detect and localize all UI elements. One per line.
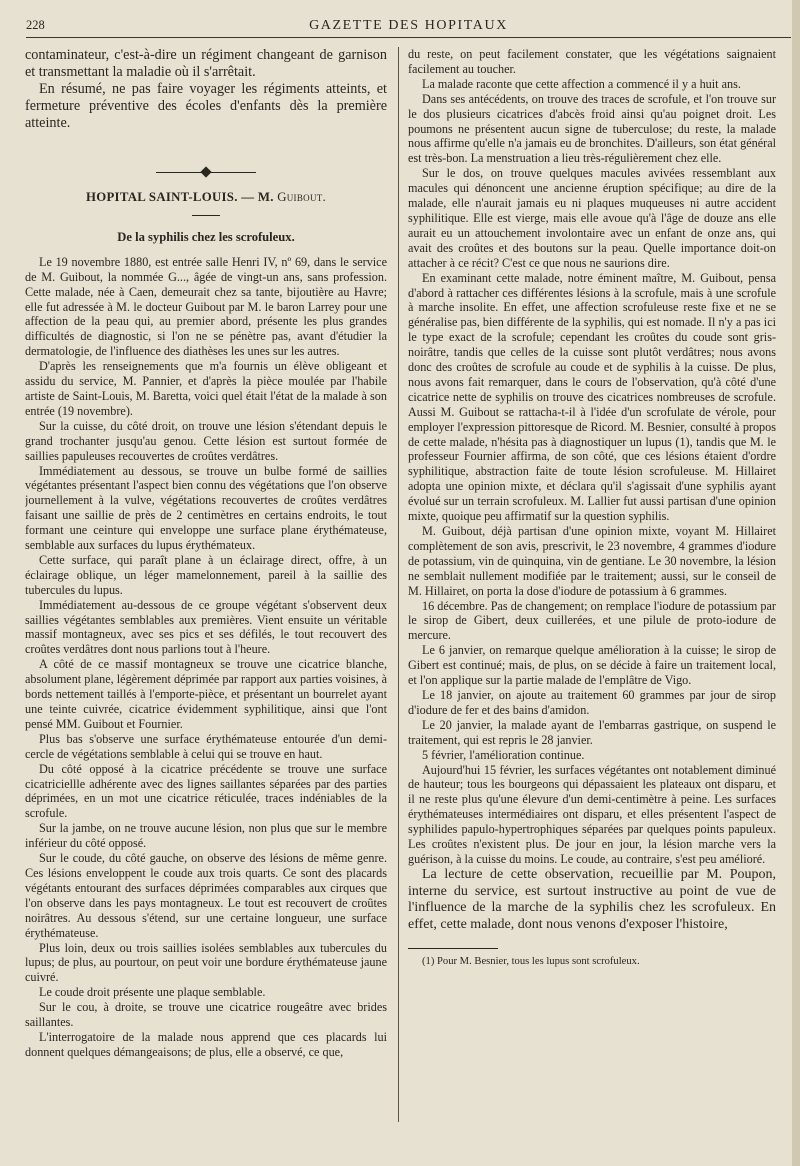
paragraph: Le coude droit présente une plaque semblable.	[39, 985, 266, 1000]
footnote: (1) Pour M. Besnier, tous les lupus sont scrofuleux.	[422, 955, 640, 967]
paragraph: 5 février, l'amélioration continue.	[422, 747, 585, 762]
intro-paragraph: contaminateur, c'est-à-dire un régiment changeant de garnison et transmettant la maladie où il s'arrêtait.	[25, 47, 387, 80]
paragraph: Dans ses antécédents, on trouve des traces de scrofule, et l'on trouve sur le dos plusieurs cicatrices d'abcès froid ainsi qu'au poignet droit. Les poumons ne présentent aucun signe de tuberculose; du reste, la malade nous affirme qu'elle n'a jamais eu de bronchites. D'ailleurs, son état général est très-bon. La menstruation a lieu très-régulièrement chez elle.	[408, 91, 776, 166]
paragraph: Sur le coude, du côté gauche, on observe des lésions de même genre. Ces lésions enveloppent le coude aux trois quarts. Ce sont des placards végétants entourant des surfaces déprimées comparables aux cirques que l'on observe dans les pays montagneux. Le tout est recouvert de croûtes noirâtres. Au dessous s'étend, sur une certaine longueur, une surface érythémateuse.	[25, 851, 387, 940]
paragraph: du reste, on peut facilement constater, que les végétations saignaient facilement au toucher.	[408, 47, 776, 76]
heading-rule	[192, 215, 220, 216]
footnote-rule	[408, 948, 498, 949]
right-article-body	[408, 47, 776, 867]
paragraph: La malade raconte que cette affection a commencé il y a huit ans.	[422, 76, 741, 91]
section-heading	[25, 190, 387, 205]
left-column	[25, 47, 387, 1157]
paragraph: Le 6 janvier, on remarque quelque amélioration à la cuisse; le sirop de Gibert est continué; mais, de plus, on se décide à faire un traitement local, et l'on applique sur la partie malade de l'emplâtre de Vigo.	[408, 643, 776, 688]
section-ornament	[156, 168, 256, 178]
page-number: 228	[26, 18, 45, 32]
intro-paragraph: En résumé, ne pas faire voyager les régiments atteints, et fermeture préventive des écoles d'enfants dès la première atteinte.	[25, 81, 387, 131]
paragraph: Sur le cou, à droite, se trouve une cicatrice rougeâtre avec brides saillantes.	[25, 1000, 387, 1030]
running-title: GAZETTE DES HOPITAUX	[309, 18, 508, 33]
paragraph: Immédiatement au-dessous de ce groupe végétant s'observent deux saillies végétantes semblables aux premières. Vient ensuite un véritable massif montagneux, avec ses pics et ses défilés, le tout recouvert des croûtes verdâtres dont nous parlions tout à l'heure.	[25, 597, 387, 657]
paragraph: Du côté opposé à la cicatrice précédente se trouve une surface cicatriciellle adhérente avec des lignes saillantes séparées par des parties déprimées, en un mot une cicatrice réticulée, traces indéniables de la scrofule.	[25, 761, 387, 821]
right-column	[408, 47, 776, 1157]
paragraph: Aujourd'hui 15 février, les surfaces végétantes ont notablement diminué de hauteur; tous les bourgeons qui dépassaient les plateaux ont disparu, et il ne reste plus qu'une élevure d'un demi-centimètre à peine. Les surfaces érythémateuses intermédiaires ont disparu, et elles présentent l'aspect de syphilides papulo-hypertrophiques séparées par quelques points papuleux. Les croûtes n'existent plus. De jour en jour, la lésion marche vers la guérison, à la cuisse du moins. Le coude, au contraire, s'est peu amélioré.	[408, 762, 776, 866]
paragraph: D'après les renseignements que m'a fournis un élève obligeant et assidu du service, M. Pannier, et d'après la pièce moulée par l'habile artiste de Saint-Louis, M. Baretta, voici quel était l'état de la malade à son entrée (19 novembre).	[25, 359, 387, 418]
paragraph: Plus bas s'observe une surface érythémateuse entourée d'un demi-cercle de végétations semblable à celui qui se trouve en haut.	[25, 731, 387, 761]
page-header	[26, 14, 791, 38]
paragraph: Sur la cuisse, du côté droit, on trouve une lésion s'étendant depuis le grand trochanter jusqu'au genou. Cette lésion est surtout formée de saillies papuleuses recouvertes de croûtes verdâtres.	[25, 418, 387, 463]
paragraph: M. Guibout, déjà partisan d'une opinion mixte, voyant M. Hillairet complètement de son avis, prescrivit, le 23 novembre, 4 grammes d'iodure de potassium, vin de quinquina, vin de gentiane. Le 30 novembre, la lésion ne semblait nullement modifiée par le traitement; aussi, sur le conseil de M. Hillairet, on porta la dose d'iodure de potassium à 6 grammes.	[408, 524, 776, 598]
paragraph: Le 18 janvier, on ajoute au traitement 60 grammes par jour de sirop d'iodure de fer et des bains d'amidon.	[408, 687, 776, 717]
paragraph: Le 19 novembre 1880, est entrée salle Henri IV, nº 69, dans le service de M. Guibout, la nommée G..., âgée de vingt-un ans, sans profession. Cette malade, née à Caen, demeurait chez sa tante, bijoutière au Havre; elle fut adressée à M. le docteur Guibout par M. le baron Larrey pour une affection de la peau qui, au premier abord, présente les plus grandes difficultés de diagnostic, si l'on ne se pénètre pas, avant d'étudier la dermatologie, de l'influence des diathèses les unes sur les autres.	[25, 254, 387, 359]
paragraph: En examinant cette malade, notre éminent maître, M. Guibout, pensa d'abord à rattacher ces différentes lésions à la scrofule, mais à une scrofule à marche insolite. En effet, une affection scrofuleuse reste fixe et ne se généralise pas, bien différente de la syphilis, qui est nomade. Il n'y a pas ici le type exact de la scrofule; cependant les croûtes du coude sont gris-noirâtre, tandis que celles de la cuisse sont plutôt verdâtres; nous avons donc des croûtes de scrofule au coude et de syphilis à la cuisse. De plus, nous avons fait remarquer, dans le cours de l'observation, qu'à côté d'une cicatrice nette de syphilis on trouve des cicatrices nombreuses de scrofule. Aussi M. Guibout se rattacha-t-il à l'idée d'un scrofulate de vérole, pour employer l'expression pittoresque de Ricord. M. Besnier, consulté à propos de cette malade, n'hésita pas à diagnostiquer un lupus (1), tandis que M. le professeur Fournier affirma, de son côté, que ces lésions étaient d'ordre syphilitique, abstraction faite de toute lésion scrofuleuse. M. Hillairet adopta une opinion mixte, et déclara qu'il s'agissait d'une syphilis ayant évolué sur un terrain scrofuleux. M. Lallier fut aussi partisan d'une opinion mixte, quoique peu affirmatif sur la question syphilis.	[408, 270, 776, 524]
paragraph: Le 20 janvier, la malade ayant de l'embarras gastrique, on suspend le traitement, qui est repris le 28 janvier.	[408, 717, 776, 747]
left-article-body	[25, 255, 387, 1060]
author-name: Guibout.	[277, 190, 327, 204]
article-title: De la syphilis chez les scrofuleux.	[117, 229, 295, 244]
intro-text	[25, 47, 387, 132]
page-edge	[792, 0, 800, 1166]
header-rule	[26, 37, 791, 38]
paragraph: Sur la jambe, on ne trouve aucune lésion, non plus que sur le membre inférieur du côté opposé.	[25, 821, 387, 851]
hospital-name: HOPITAL SAINT-LOUIS. — M.	[85, 190, 274, 204]
paragraph: L'interrogatoire de la malade nous apprend que ces placards lui donnent quelques démangeaisons; de plus, elle a observé, ce que,	[25, 1029, 387, 1059]
paragraph: A côté de ce massif montagneux se trouve une cicatrice blanche, absolument plane, légèrement déprimée par rapport aux parties voisines, à bords nettement taillés à l'emporte-pièce, et présentant un bourrelet ayant une teinte cuivrée, cicatrice évidemment syphilitique, ainsi que l'ont pensé MM. Guibout et Fournier.	[25, 657, 387, 731]
paragraph: Immédiatement au dessous, se trouve un bulbe formé de saillies végétantes présentant l'aspect bien connu des végétations que l'on observe journellement à la vulve, végétations recouvertes de croûtes verdâtres faisant une saillie de près de 2 centimètres en certains endroits, le tout formant une ceinture qui enveloppe une surface plane érythémateuse, semblable aux surfaces du lupus érythémateux.	[25, 463, 387, 553]
paragraph: Sur le dos, on trouve quelques macules avivées ressemblant aux macules qui dénoncent une ancienne éruption spécifique; au dire de la malade, elle n'aurait jamais eu ni plaques muqueuses ni autre accident syphilitique. Elle est vierge, mais elle avoue qu'à l'âge de douze ans elle aurait eu un attouchement involontaire avec un enfant de onze ans, qui avait des croûtes et des boutons sur la peau. Quelle importance doit-on attacher à ce récit? C'est ce que nous ne saurions dire.	[408, 166, 776, 270]
paragraph: Plus loin, deux ou trois saillies isolées semblables aux tubercules du lupus; de plus, au pourtour, on peut voir une bordure érythémateuse jaune cuivré.	[25, 940, 387, 985]
paragraph: Cette surface, qui paraît plane à un éclairage direct, offre, à un éclairage oblique, un léger mamelonnement, pareil à la saillie des tubercules du lupus.	[25, 552, 387, 597]
paragraph: 16 décembre. Pas de changement; on remplace l'iodure de potassium par le sirop de Gibert, deux cuillerées, et une pilule de proto-iodure de mercure.	[408, 598, 776, 643]
large-type-paragraph: La lecture de cette observation, recueillie par M. Poupon, interne du service, est surtout instructive au point de vue de l'influence de la marche de la syphilis chez les scrofuleux. En effet, cette malade, dont nous venons d'exposer l'histoire,	[408, 866, 776, 932]
column-divider	[398, 47, 399, 1122]
